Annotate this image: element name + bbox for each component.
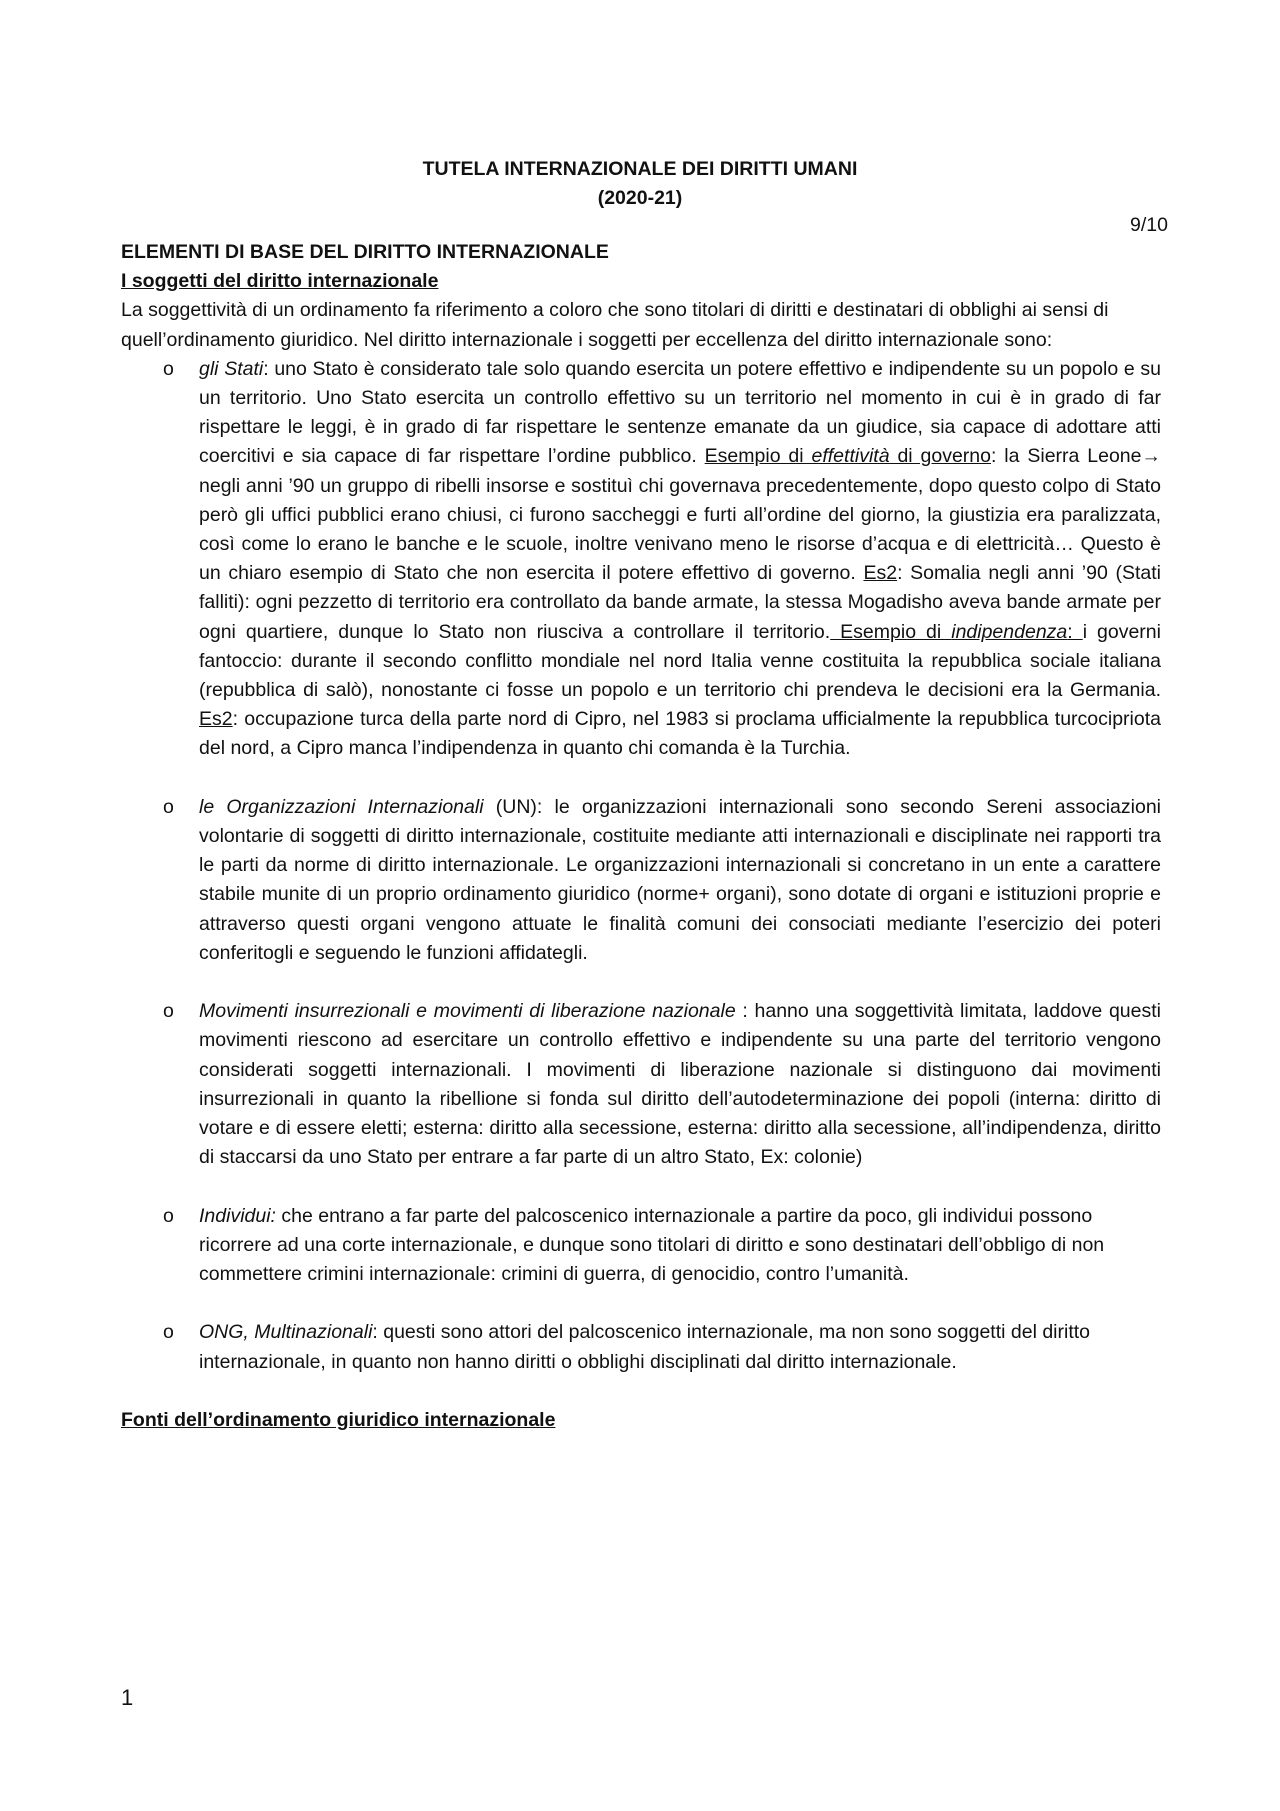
- item-term: ONG, Multinazionali: [199, 1321, 373, 1344]
- item-text: : hanno una soggettività limitata, laddove questi movimenti riescono ad esercitare un controllo effettivo e indipendente su una parte del territorio vengono considerati soggetti internazionali. I movimenti di liberazione nazionale si distinguono dai movimenti insurrezionali in quanto la ribellione si fonda sul diritto dell’autodeterminazione dei popoli (interna: diritto di votare e di essere eletti; esterna: diritto alla secessione, esterna: diritto alla secessione, all’indipendenza, diritto di staccarsi da uno Stato per entrare a far parte di un altro Stato, Ex: colonie): [199, 1000, 1161, 1169]
- example-label-rest: di governo: [889, 445, 991, 468]
- page-number: 1: [121, 1685, 134, 1710]
- item-text: (UN): le organizzazioni internazionali sono secondo Sereni associazioni volontarie di soggetti di diritto internazionale, costituite mediante atti internazionali e disciplinate nei rapporti tra le parti da norme di diritto internazionale. Le organizzazioni internazionali si concretano in un ente a carattere stabile munite di un proprio ordinamento giuridico (norme+ organi), sono dotate di organi e istituzioni proprie e attraverso questi organi vengono attuate le finalità comuni dei consociati mediante l’esercizio dei poteri conferitogli e seguendo le funzioni affidategli.: [199, 795, 1162, 964]
- example-label: Es2: [863, 562, 898, 585]
- item-text: : occupazione turca della parte nord di Cipro, nel 1983 si proclama ufficialmente la repubblica turcocipriota del nord, a Cipro manca l’indipendenza in quanto chi comanda è la Turchia.: [199, 708, 1161, 760]
- item-text: che entrano a far parte del palcoscenico internazionale a partire da poco, gli individui possono ricorrere ad una corte internazionale, e dunque sono titolari di diritto e sono destinatari dell’obbligo di non commettere crimini internazionale: crimini di guerra, di genocidio, contro l’umanità.: [199, 1204, 1105, 1286]
- example-label: [705, 445, 991, 467]
- section-heading: ELEMENTI DI BASE DEL DIRITTO INTERNAZIONALE: [121, 241, 609, 263]
- item-text: negli anni ’90 un gruppo di ribelli insorse e sostituì chi governava precedentemente, dopo questo colpo di Stato però gli uffici pubblici erano chiusi, ci furono saccheggi e furti all’ordine del giorno, la giustizia era paralizzata, così come lo erano le banche e le scuole, inoltre venivano meno le risorse d’acqua e di elettricità… Questo è un chiaro esempio di Stato che non esercita il potere effettivo di governo.: [199, 474, 1161, 585]
- next-section-heading: Fonti dell’ordinamento giuridico internazionale: [121, 1409, 556, 1432]
- arrow-icon: →: [1141, 445, 1161, 468]
- item-text: : questi sono attori del palcoscenico internazionale, ma non sono soggetti del diritto internazionale, in quanto non hanno diritti o obblighi disciplinati dal diritto internazionale.: [199, 1321, 1091, 1373]
- subjects-list: [121, 355, 1161, 1377]
- item-term: gli Stati: [199, 357, 264, 380]
- example-label-text: Esempio di: [830, 620, 952, 643]
- item-text: i governi fantoccio: durante il secondo conflitto mondiale nel nord Italia venne costituita la repubblica sociale italiana (repubblica di salò), nonostante ci fosse un popolo e un territorio chi prendeva le decisioni era la Germania.: [199, 620, 1161, 702]
- item-term: Movimenti insurrezionali e movimenti di liberazione nazionale: [199, 1000, 736, 1023]
- lecture-date: 9/10: [1130, 214, 1168, 236]
- list-item: [121, 997, 1161, 1172]
- list-item: [121, 1318, 1161, 1376]
- list-item: [121, 793, 1161, 968]
- example-label-text: Esempio di: [704, 445, 812, 468]
- document-body: [121, 238, 1161, 1435]
- item-term: le Organizzazioni Internazionali: [199, 795, 484, 818]
- bullet-icon: o: [163, 1204, 174, 1227]
- subsection-heading: I soggetti del diritto internazionale: [121, 270, 439, 293]
- bullet-icon: o: [163, 1321, 174, 1344]
- list-item: [121, 1202, 1161, 1290]
- document-title-block: [0, 155, 1280, 213]
- bullet-icon: o: [163, 357, 174, 380]
- example-label-italic: effettività: [811, 445, 890, 468]
- item-text: : la Sierra Leone: [990, 445, 1142, 468]
- example-label-italic: indipendenza: [951, 620, 1068, 643]
- academic-year: (2020-21): [597, 187, 683, 209]
- example-label: Es2: [199, 708, 233, 731]
- example-label: [830, 621, 1083, 643]
- bullet-icon: o: [163, 795, 174, 818]
- example-label-rest: :: [1067, 620, 1083, 643]
- intro-paragraph: La soggettività di un ordinamento fa riferimento a coloro che sono titolari di diritti e destinatari di obblighi ai sensi di quell’ordinamento giuridico. Nel diritto internazionale i soggetti per eccellenza del diritto internazionale sono:: [121, 299, 1109, 351]
- bullet-icon: o: [163, 1000, 174, 1023]
- item-text: : uno Stato è considerato tale solo quando esercita un potere effettivo e indipendente su un popolo e su un territorio. Uno Stato esercita un controllo effettivo su un territorio nel momento in cui è in grado di far rispettare le leggi, è in grado di far rispettare le sentenze emanate da un giudice, sia capace di adottare atti coercitivi e sia capace di far rispettare l’ordine pubblico.: [199, 357, 1161, 468]
- document-title: TUTELA INTERNAZIONALE DEI DIRITTI UMANI: [422, 158, 858, 180]
- list-item: [121, 355, 1161, 764]
- item-term: Individui:: [199, 1204, 276, 1227]
- item-text: : Somalia negli anni ’90 (Stati falliti): ogni pezzetto di territorio era controllato da bande armate, la stessa Mogadisho aveva bande armate per ogni quartiere, dunque lo Stato non riusciva a controllare il territorio.: [199, 562, 1162, 643]
